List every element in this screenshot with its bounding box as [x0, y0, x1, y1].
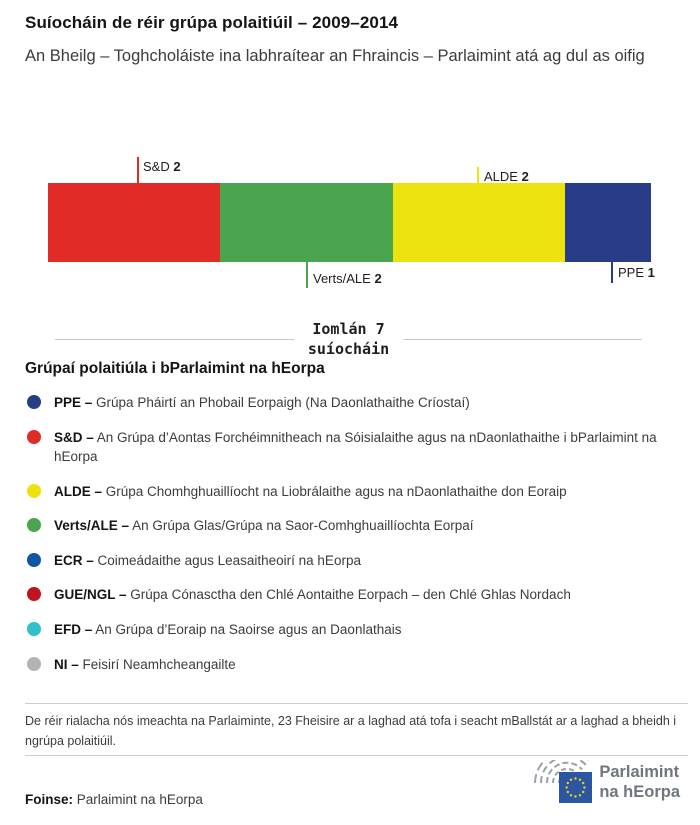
ppe-group-name: PPE — [618, 265, 645, 280]
ppe-color-dot-icon — [27, 395, 41, 409]
source-label: Foinse: — [25, 792, 74, 807]
total-line2: suíocháin — [307, 339, 390, 358]
callout-label-ppe — [618, 265, 655, 280]
legend-code: Verts/ALE – — [54, 518, 130, 534]
legend-item-ecr — [25, 551, 680, 571]
legend-text — [54, 551, 361, 571]
callout-line-sd — [137, 157, 139, 183]
legend-text — [54, 585, 571, 605]
bar-segment-verts-ale — [220, 183, 392, 262]
ep-hemicycle-icon — [513, 760, 593, 806]
legend-item-ni — [25, 655, 680, 675]
legend-list — [25, 393, 680, 689]
legend-text — [54, 516, 474, 536]
page-title: Suíocháin de réir grúpa polaitiúil – 2009–2014 — [25, 13, 399, 32]
sd-group-name: S&D — [143, 159, 170, 174]
footer-divider-top — [25, 703, 688, 704]
divider-right — [403, 339, 642, 340]
legend-item-gue-ngl — [25, 585, 680, 605]
footnote: De réir rialacha nós imeachta na Parlaiminte, 23 Fheisire ar a laghad atá tofa i seacht mBallstát ar a laghad a bheidh i ngrúpa polaitiúil. — [25, 714, 677, 748]
legend-code: ALDE – — [54, 483, 103, 499]
alde-color-dot-icon — [27, 484, 41, 498]
ecr-color-dot-icon — [27, 553, 41, 567]
legend-text — [54, 482, 567, 502]
legend-desc: Grúpa Cónasctha den Chlé Aontaithe Eorpach – den Chlé Ghlas Nordach — [130, 587, 571, 603]
legend-code: NI – — [54, 656, 79, 672]
page-subtitle: An Bheilg – Toghcholáiste ina labhraítear an Fhraincis – Parlaimint atá ag dul as oifig — [25, 47, 645, 65]
callout-line-alde — [477, 167, 479, 183]
legend-code: ECR – — [54, 552, 94, 568]
logo-line1: Parlaimint — [599, 763, 680, 782]
legend-desc: Grúpa Chomhghuaillíocht na Liobrálaithe agus na nDaonlathaithe don Eoraip — [105, 483, 567, 499]
verts-ale-seat-count: 2 — [374, 271, 382, 286]
legend-item-efd — [25, 620, 680, 640]
total-seats-row — [55, 320, 642, 359]
legend-desc: Grúpa Pháirtí an Phobail Eorpaigh (Na Daonlathaithe Críostaí) — [96, 395, 470, 410]
ppe-seat-count: 1 — [647, 265, 655, 280]
legend-desc: An Grúpa Glas/Grúpa na Saor-Comhghuaillíochta Eorpaí — [132, 518, 474, 534]
legend-text — [54, 428, 680, 467]
seat-bar — [48, 183, 651, 262]
callout-label-sd — [143, 159, 181, 174]
divider-left — [55, 339, 294, 340]
legend-heading: Grúpaí polaitiúla i bParlaimint na hEorpa — [25, 360, 325, 377]
total-seats-label — [308, 320, 389, 359]
sd-color-dot-icon — [27, 430, 41, 444]
source-line — [25, 792, 203, 807]
legend-text — [54, 393, 470, 413]
legend-desc: An Grúpa d’Eoraip na Saoirse agus an Daonlathais — [95, 621, 402, 637]
source-value: Parlaimint na hEorpa — [76, 792, 203, 807]
eu-flag-icon — [559, 772, 592, 803]
callout-line-ppe — [611, 262, 613, 283]
legend-code: S&D – — [54, 429, 94, 445]
legend-item-sd — [25, 428, 680, 467]
alde-group-name: ALDE — [484, 169, 518, 184]
total-line1: Iomlán 7 — [312, 320, 385, 338]
european-parliament-logo — [513, 760, 680, 806]
legend-desc: Feisirí Neamhcheangailte — [82, 656, 236, 672]
bar-segment-sd — [48, 183, 220, 262]
alde-seat-count: 2 — [521, 169, 529, 184]
legend-text — [54, 620, 401, 640]
legend-text — [54, 655, 236, 675]
verts-ale-color-dot-icon — [27, 518, 41, 532]
callout-label-verts-ale — [313, 271, 382, 286]
bar-segment-alde — [393, 183, 565, 262]
legend-code: EFD – — [54, 621, 93, 637]
gue-ngl-color-dot-icon — [27, 587, 41, 601]
legend-item-ppe — [25, 393, 680, 413]
callout-label-alde — [484, 169, 529, 184]
callout-line-verts-ale — [306, 262, 308, 288]
legend-item-verts-ale — [25, 516, 680, 536]
legend-desc: Coimeádaithe agus Leasaitheoirí na hEorpa — [97, 552, 361, 568]
logo-line2: na hEorpa — [599, 783, 680, 801]
ni-color-dot-icon — [27, 657, 41, 671]
sd-seat-count: 2 — [173, 159, 181, 174]
legend-code: GUE/NGL – — [54, 587, 127, 603]
legend-code: PPE – — [54, 395, 93, 410]
verts-ale-group-name: Verts/ALE — [313, 271, 371, 286]
bar-segment-ppe — [565, 183, 651, 262]
logo-wordmark — [599, 763, 680, 803]
legend-item-alde — [25, 482, 680, 502]
efd-color-dot-icon — [27, 622, 41, 636]
footer-divider-bottom — [25, 755, 688, 756]
legend-desc: An Grúpa d’Aontas Forchéimnitheach na Sóisialaithe agus na nDaonlathaithe i bParlaimint na hEorpa — [54, 429, 657, 465]
